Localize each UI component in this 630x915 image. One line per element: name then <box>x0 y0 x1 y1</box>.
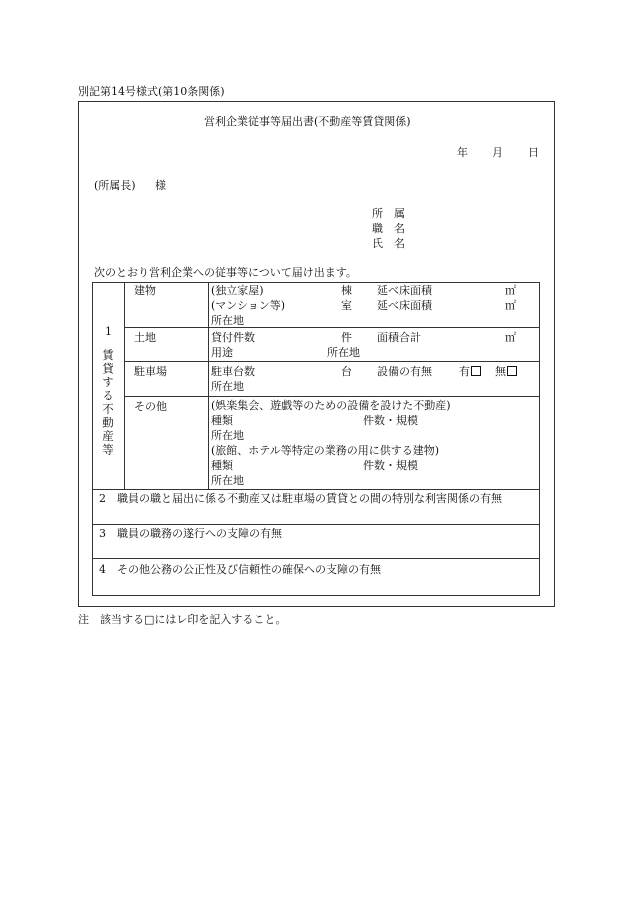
addressee-honorific: 様 <box>155 179 166 192</box>
parking-no-checkbox[interactable] <box>507 366 517 376</box>
building-detached: (独立家屋) <box>211 284 264 297</box>
building-label-cell <box>125 283 209 328</box>
parking-yes-checkbox[interactable] <box>471 366 481 376</box>
other-label: その他 <box>134 400 167 413</box>
note-text: 注 該当する□にはレ印を記入すること。 <box>78 613 287 626</box>
intro-text: 次のとおり営利企業への従事等について届け出ます。 <box>94 266 357 279</box>
land-rental-count: 貸付件数 <box>211 331 255 344</box>
land-label-cell <box>125 328 209 362</box>
land-use: 用途 <box>211 346 233 359</box>
form-table <box>92 282 540 596</box>
addressee-chief: (所属長) <box>94 179 136 192</box>
parking-count: 駐車台数 <box>211 365 255 378</box>
building-mansion-unit: 室 <box>341 299 352 312</box>
section2-cell <box>93 490 540 525</box>
parking-label-cell <box>125 362 209 397</box>
other-location-1: 所在地 <box>211 429 244 442</box>
other-detail-cell <box>209 397 540 490</box>
land-area-total: 面積合計 <box>377 331 421 344</box>
section2-text: 2 職員の職と届出に係る不動産又は駐車場の賃貸との間の特別な利害関係の有無 <box>99 492 502 505</box>
parking-location: 所在地 <box>211 380 244 393</box>
building-mansion: (マンション等) <box>211 299 286 312</box>
applicant-affiliation: 所 属 <box>372 207 405 220</box>
date-month: 月 <box>492 146 503 159</box>
other-type-2: 種類 <box>211 459 233 472</box>
section1-number: 1 <box>105 325 112 338</box>
parking-detail-cell <box>209 362 540 397</box>
form-title: 営利企業従事等届出書(不動産等賃貸関係) <box>204 115 411 128</box>
other-line-1: (娯楽集会、遊戯等のための設備を設けた不動産) <box>211 399 451 412</box>
applicant-name: 氏 名 <box>372 237 405 250</box>
other-location-2: 所在地 <box>211 474 244 487</box>
building-detached-unit: 棟 <box>341 284 352 297</box>
parking-no: 無 <box>495 365 517 379</box>
date-year: 年 <box>457 146 468 159</box>
land-count-unit: 件 <box>341 331 352 344</box>
section4-cell <box>93 559 540 596</box>
parking-yes: 有 <box>459 365 481 379</box>
section1-cell <box>93 283 125 490</box>
other-line-2: (旅館、ホテル等特定の業務の用に供する建物) <box>211 444 440 457</box>
land-detail-cell <box>209 328 540 362</box>
parking-label: 駐車場 <box>134 365 167 378</box>
land-location: 所在地 <box>327 346 360 359</box>
other-label-cell <box>125 397 209 490</box>
other-scale-2: 件数・規模 <box>363 459 418 472</box>
section3-text: 3 職員の職務の遂行への支障の有無 <box>99 527 282 540</box>
parking-facility: 設備の有無 <box>377 365 432 378</box>
section1-label: 賃貸する不動産等 <box>101 349 115 457</box>
building-detail-cell <box>209 283 540 328</box>
other-scale-1: 件数・規模 <box>363 414 418 427</box>
land-sqm: ㎡ <box>505 331 516 344</box>
land-label: 土地 <box>134 331 156 344</box>
form-number: 別記第14号様式(第10条関係) <box>78 85 225 98</box>
date-day: 日 <box>528 146 539 159</box>
building-sqm-2: ㎡ <box>505 299 516 312</box>
parking-count-unit: 台 <box>341 365 352 378</box>
other-type-1: 種類 <box>211 414 233 427</box>
section4-text: 4 その他公務の公正性及び信頼性の確保への支障の有無 <box>99 563 381 576</box>
building-floor-area-1: 延べ床面積 <box>377 284 432 297</box>
building-location: 所在地 <box>211 314 244 327</box>
building-floor-area-2: 延べ床面積 <box>377 299 432 312</box>
building-label: 建物 <box>134 284 156 297</box>
building-sqm-1: ㎡ <box>505 284 516 297</box>
applicant-position: 職 名 <box>372 222 405 235</box>
section3-cell <box>93 525 540 559</box>
